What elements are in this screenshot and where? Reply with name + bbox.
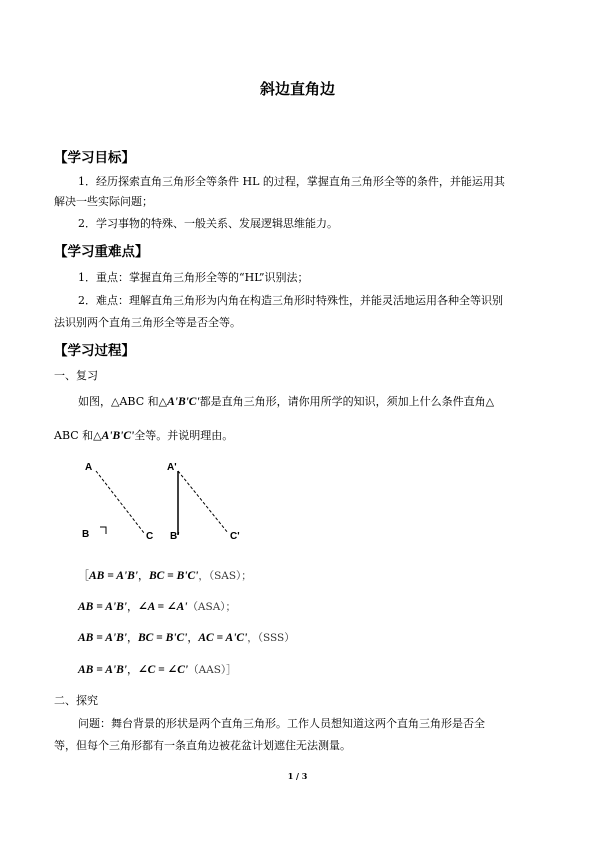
separator: ， [137, 569, 149, 582]
separator: ， [187, 631, 199, 644]
goals-item-2: 2．学习事物的特殊、一般关系、发展逻辑思维能力。 [78, 217, 338, 230]
answer-line-sas [78, 566, 252, 586]
vertex-label-a-prime: A' [167, 462, 177, 473]
triangle-prime-label-2: A'B'C' [101, 430, 135, 442]
goals-item-1-line-1: 1．经历探索直角三角形全等条件 HL 的过程，掌握直角三角形全等的条件，并能运用其 [78, 175, 505, 188]
explore-paragraph-line-2: 等，但每个三角形都有一条直角边被花盆计划遮住无法测量。 [54, 739, 351, 752]
condition-bc: BC = B'C' [137, 632, 188, 644]
separator: ， [126, 631, 138, 644]
review-paragraph-line-2 [54, 426, 233, 446]
condition-ac: AC = A'C' [198, 632, 248, 644]
explore-paragraph-line-1: 问题：舞台背景的形状是两个直角三角形。工作人员想知道这两个直角三角形是否全 [78, 717, 485, 730]
review-text-b: 都是直角三角形，请你用所学的知识，须加上什么条件直角△ [199, 395, 495, 408]
condition-bc: BC = B'C' [148, 570, 199, 582]
vertex-label-c-prime: C' [230, 531, 240, 542]
answer-line-aas [78, 660, 237, 680]
right-triangles-figure [70, 455, 290, 550]
condition-ab: AB = A'B' [78, 601, 127, 613]
condition-angle-a: ∠A = ∠A' [137, 601, 188, 613]
right-angle-mark-b [100, 527, 106, 534]
rule-sss: ，（SSS） [247, 632, 295, 644]
explore-title: 二、探究 [54, 694, 98, 707]
answer-line-sss [78, 628, 295, 648]
review-text-a: 如图，△ABC 和△ [78, 395, 168, 408]
vertex-label-a: A [85, 462, 93, 473]
review-title: 一、复习 [54, 369, 98, 382]
separator: ， [126, 600, 138, 613]
rule-aas: （AAS）］ [188, 664, 237, 676]
condition-ab: AB = A'B' [89, 570, 138, 582]
vertex-label-b-prime: B' [170, 531, 180, 542]
bracket-open: ［ [78, 569, 89, 582]
key-points-header: 【学习重难点】 [54, 244, 149, 260]
hypotenuse-a2c2 [178, 471, 228, 533]
review-paragraph-line-1 [78, 392, 494, 412]
triangle-prime-label: A'B'C' [167, 396, 200, 408]
key-point-2-line-2: 法识别两个直角三角形全等是否全等。 [54, 316, 241, 329]
rule-asa: （ASA）； [187, 601, 237, 613]
vertex-label-c: C [146, 531, 154, 542]
key-point-1: 1．重点：掌握直角三角形全等的“HL”识别法； [78, 271, 309, 284]
key-point-2-line-1: 2．难点：理解直角三角形为内角在构造三角形时特殊性，并能灵活地运用各种全等识别 [78, 294, 503, 307]
condition-ab: AB = A'B' [78, 632, 127, 644]
goals-item-1-line-2: 解决一些实际问题； [54, 195, 153, 208]
condition-ab: AB = A'B' [78, 664, 127, 676]
rule-sas: ，（SAS）； [198, 570, 252, 582]
vertex-label-b: B [82, 529, 90, 540]
review-text-d: 全等。并说明理由。 [134, 429, 234, 442]
review-text-c: ABC 和△ [54, 429, 102, 442]
goals-header: 【学习目标】 [54, 150, 135, 166]
page-number: 1 / 3 [287, 771, 308, 781]
answer-line-asa [78, 597, 236, 617]
condition-angle-c: ∠C = ∠C' [137, 664, 189, 676]
separator: ， [126, 663, 138, 676]
hypotenuse-ac [96, 471, 144, 533]
process-header: 【学习过程】 [54, 343, 135, 359]
page-title: 斜边直角边 [259, 80, 335, 98]
